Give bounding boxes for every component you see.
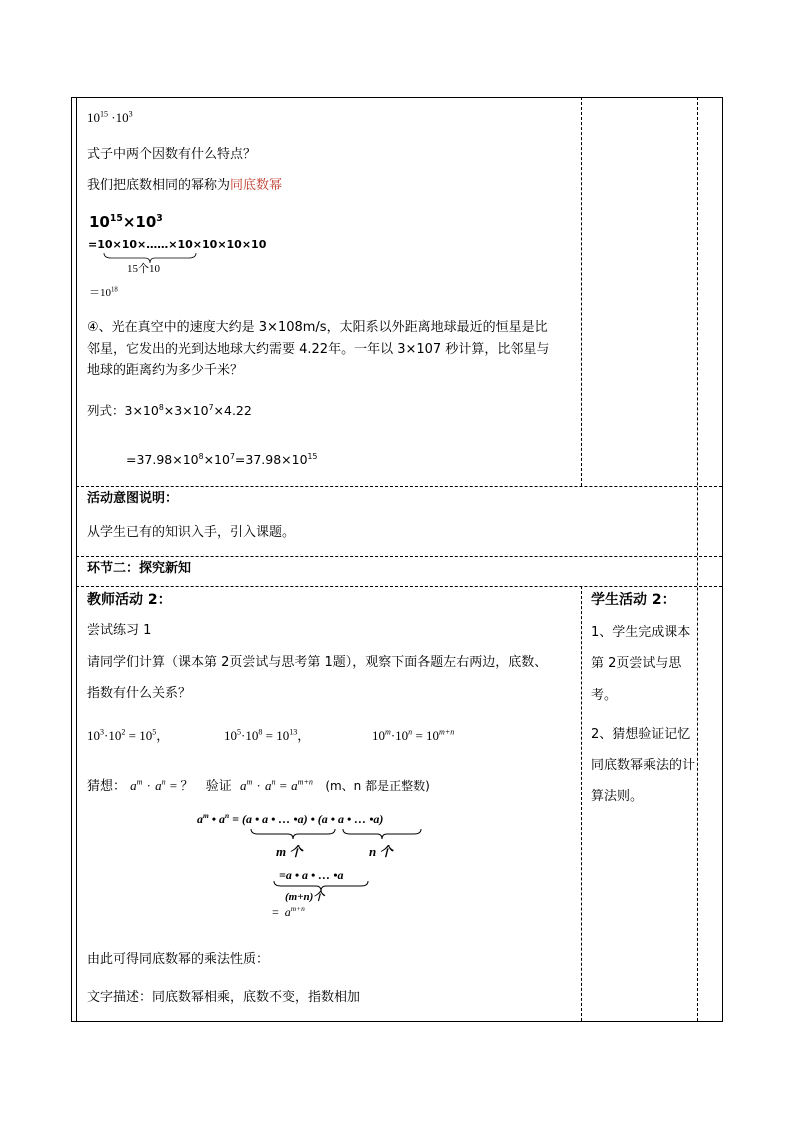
student-item1-line3: 考。	[591, 688, 618, 703]
m-count-label: m 个	[276, 844, 303, 859]
example-3: $10^m\cdot 10^n = 10^{m+n}$	[372, 727, 455, 743]
derivation-line-2: =a • a • … •a	[279, 868, 344, 882]
row-divider-1	[76, 486, 722, 487]
example-2: $10^5\cdot 10^8 = 10^{13}$，	[224, 727, 311, 743]
definition-term: 同底数幂	[230, 178, 283, 193]
derivation-line-1: $a^m$ • $a^n = (a$ • a • … •a) • (a • a • … •a)	[197, 811, 384, 826]
section2-heading: 环节二：探究新知	[87, 561, 192, 576]
column-divider-top	[581, 97, 582, 486]
practice-label: 尝试练习 1	[87, 623, 152, 638]
expr-10-15-times-10-3: $10^{15} \cdot 10^3$	[87, 109, 133, 125]
underbrace-n	[342, 828, 422, 840]
conclusion-line: 由此可得同底数幂的乘法性质：	[87, 952, 270, 967]
factor-question: 式子中两个因数有什么特点？	[87, 147, 257, 162]
brace-label-15: 15个10	[127, 263, 160, 275]
problem-line-2: 邻星，它发出的光到达地球大约需要 4.22年。一年以 3×107 秒计算，比邻星与	[87, 342, 550, 357]
big-expression: $10^{15}\times 10^3$	[89, 213, 163, 231]
intent-text: 从学生已有的知识入手，引入课题。	[87, 525, 296, 540]
problem-line-1: ④、光在真空中的速度大约是 3×108m/s，太阳系以外距离地球最近的恒星是比	[87, 320, 548, 335]
student-heading: 学生活动 2：	[591, 592, 676, 608]
table-inner-left-border	[76, 97, 77, 1021]
n-count-label: n 个	[369, 844, 393, 859]
student-item2-line3: 算法则。	[591, 789, 644, 804]
intent-heading: 活动意图说明：	[87, 491, 179, 506]
table-top-border	[71, 97, 723, 98]
student-item1-line2: 第 2页尝试与思	[591, 656, 682, 671]
instruction-line-1: 请同学们计算（课本第 2页尝试与思考第 1题），观察下面各题左右两边，底数、	[87, 655, 548, 670]
teacher-heading: 教师活动 2：	[87, 592, 172, 608]
table-bottom-border	[71, 1021, 723, 1022]
equation-line-1: 列式：$3\times 10^8\times 3\times 10^7\times 4.22$	[87, 402, 252, 418]
equation-line-2: $=37.98\times 10^8\times 10^7=37.98\times 10^{15}$	[126, 451, 318, 467]
text-description: 文字描述：同底数幂相乘，底数不变，指数相加	[87, 990, 361, 1005]
mn-count-label: (m+n)个	[285, 891, 325, 903]
student-item2-line1: 2、猜想验证记忆	[591, 727, 691, 742]
expansion-line: =10×10×……×10×10×10×10	[88, 238, 267, 251]
student-item2-line2: 同底数幂乘法的计	[591, 758, 696, 773]
row-divider-2	[76, 556, 722, 557]
column-divider-bottom	[581, 586, 582, 1021]
definition-sentence: 我们把底数相同的幂称为同底数幂	[87, 178, 283, 193]
table-left-border	[71, 97, 72, 1021]
underbrace-m	[250, 828, 336, 840]
guess-verify-line: 猜想： $a^m \cdot a^n$ = ？ 验证 $a^m \cdot a^n = a^{m+n}$ (m、n 都是正整数)	[87, 777, 430, 794]
table-right-border	[722, 97, 723, 1021]
result-10-18: $=10^{18}$	[89, 286, 118, 299]
student-item1-line1: 1、学生完成课本	[591, 625, 691, 640]
derivation-result: = $a^{m+n}$	[272, 904, 305, 919]
table-right-inner-border	[697, 97, 698, 1021]
problem-line-3: 地球的距离约为多少千米？	[87, 363, 244, 378]
example-1: $10^3\cdot 10^2 = 10^5$，	[87, 727, 170, 743]
row-divider-3	[76, 586, 722, 587]
instruction-line-2: 指数有什么关系？	[87, 686, 192, 701]
